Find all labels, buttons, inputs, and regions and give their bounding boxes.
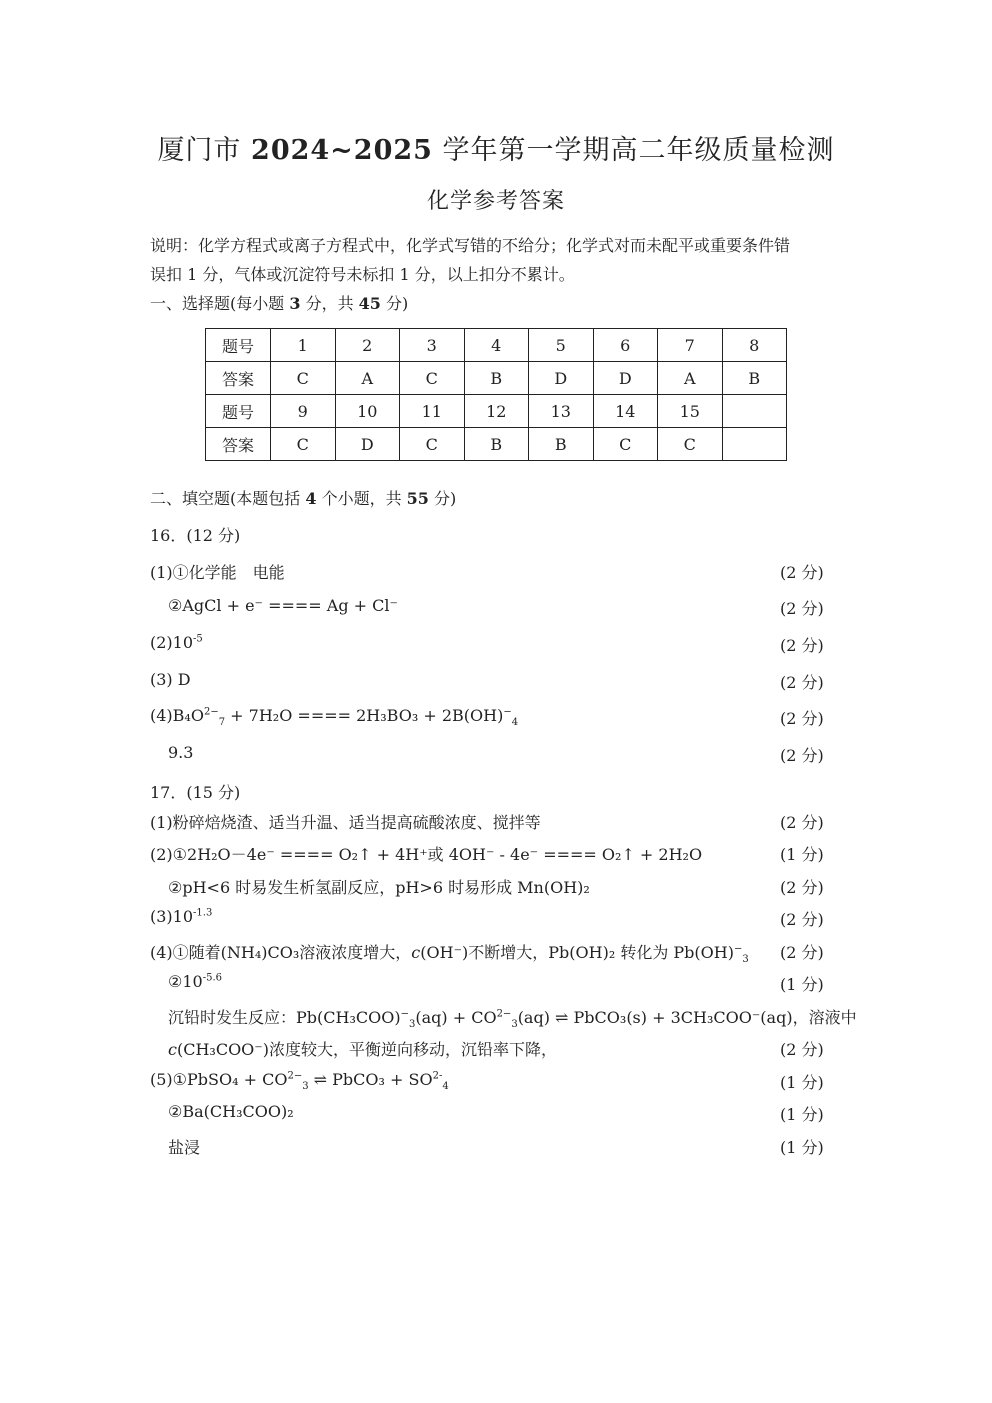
table-cell: 8 (722, 329, 787, 362)
table-cell: 2 (335, 329, 400, 362)
q17-heading: 17．(15 分) (150, 783, 241, 802)
score: (2 分) (780, 636, 824, 655)
score: (2 分) (780, 1040, 824, 1059)
table-cell: C (593, 428, 658, 461)
table-cell (722, 395, 787, 428)
q16-answer-2: ②AgCl + e⁻ ==== Ag + Cl⁻ (168, 596, 398, 615)
q17-answer-10: ②Ba(CH₃COO)₂ (168, 1102, 294, 1121)
q17-answer-3: ②pH<6 时易发生析氢副反应，pH>6 时易形成 Mn(OH)₂ (168, 878, 590, 897)
table-cell: 5 (529, 329, 594, 362)
table-cell: B (529, 428, 594, 461)
table-cell: A (335, 362, 400, 395)
table-cell: 10 (335, 395, 400, 428)
note-line-1: 说明：化学方程式或离子方程式中，化学式写错的不给分；化学式对而未配平或重要条件错 (150, 236, 791, 255)
score: (2 分) (780, 563, 824, 582)
table-cell: 15 (658, 395, 723, 428)
section-2-heading: 二、填空题(本题包括 4 个小题，共 55 分) (150, 489, 457, 508)
score: (1 分) (780, 845, 824, 864)
table-cell: B (464, 428, 529, 461)
q17-answer-5: (4)①随着(NH₄)CO₃溶液浓度增大，c(OH⁻)不断增大，Pb(OH)₂ 转化为 $Pb(OH)^-_3$ (150, 943, 749, 966)
q17-answer-8: c(CH₃COO⁻)浓度较大，平衡逆向移动，沉铅率下降， (168, 1040, 557, 1059)
table-cell (722, 428, 787, 461)
section-1-heading: 一、选择题(每小题 3 分，共 45 分) (150, 294, 409, 313)
table-cell: A (658, 362, 723, 395)
score: (1 分) (780, 1138, 824, 1157)
table-cell: 9 (271, 395, 336, 428)
q17-answer-4: $(3)10^{-1.3}$ (150, 907, 213, 926)
note-line-2: 误扣 1 分，气体或沉淀符号未标扣 1 分，以上扣分不累计。 (150, 265, 575, 284)
table-row (206, 329, 787, 362)
q17-answer-11: 盐浸 (168, 1138, 201, 1157)
table-cell: 6 (593, 329, 658, 362)
row-label: 答案 (206, 362, 271, 395)
table-cell: C (271, 362, 336, 395)
table-cell: B (722, 362, 787, 395)
table-cell: 3 (400, 329, 465, 362)
answer-table (205, 328, 787, 461)
q16-heading: 16．(12 分) (150, 526, 241, 545)
table-cell: 4 (464, 329, 529, 362)
score: (1 分) (780, 975, 824, 994)
table-cell: B (464, 362, 529, 395)
q16-answer-6: 9.3 (168, 743, 194, 762)
page-title: 厦门市 2024~2025 学年第一学期高二年级质量检测 (157, 135, 835, 166)
page-subtitle: 化学参考答案 (426, 189, 565, 214)
score: (2 分) (780, 813, 824, 832)
score: (1 分) (780, 1105, 824, 1124)
table-cell: C (400, 428, 465, 461)
score: (2 分) (780, 910, 824, 929)
row-label: 答案 (206, 428, 271, 461)
table-cell: D (529, 362, 594, 395)
score: (2 分) (780, 709, 824, 728)
score: (2 分) (780, 746, 824, 765)
table-cell: 12 (464, 395, 529, 428)
q17-answer-9: (5)①PbSO₄ + $CO^{2-}_3$ ⇌ PbCO₃ + $SO^{2-}_4$ (150, 1070, 449, 1093)
table-cell: C (400, 362, 465, 395)
row-label: 题号 (206, 329, 271, 362)
score: (2 分) (780, 673, 824, 692)
q16-answer-4: (3) D (150, 670, 191, 689)
score: (2 分) (780, 943, 824, 962)
q16-answer-1: (1)①化学能 电能 (150, 563, 285, 582)
table-cell: C (658, 428, 723, 461)
score: (2 分) (780, 599, 824, 618)
q17-answer-1: (1)粉碎焙烧渣、适当升温、适当提高硫酸浓度、搅拌等 (150, 813, 541, 832)
table-cell: D (335, 428, 400, 461)
q17-answer-6: $②10^{-5.6}$ (168, 972, 222, 991)
table-row (206, 395, 787, 428)
table-cell: D (593, 362, 658, 395)
table-cell: 14 (593, 395, 658, 428)
q17-answer-2: (2)①2H₂O－4e⁻ ==== O₂↑ + 4H⁺或 4OH⁻ - 4e⁻ ==== O₂↑ + 2H₂O (150, 845, 703, 864)
q17-answer-7: 沉铅时发生反应：$Pb(CH_3COO)^-_3(aq) + CO^{2-}_3(aq)$ ⇌ PbCO₃(s) + 3CH₃COO⁻(aq)，溶液中 (168, 1008, 857, 1031)
q16-answer-5: $(4)B_4O^{2-}_7 + 7H_2O$ ==== $2H_3BO_3 + 2B(OH)^-_4$ (150, 706, 519, 729)
table-row (206, 428, 787, 461)
score: (1 分) (780, 1073, 824, 1092)
table-cell: 1 (271, 329, 336, 362)
q16-answer-3: $(2)10^{-5}$ (150, 633, 203, 652)
table-cell: 7 (658, 329, 723, 362)
table-cell: 11 (400, 395, 465, 428)
table-cell: 13 (529, 395, 594, 428)
table-cell: C (271, 428, 336, 461)
score: (2 分) (780, 878, 824, 897)
row-label: 题号 (206, 395, 271, 428)
table-row (206, 362, 787, 395)
